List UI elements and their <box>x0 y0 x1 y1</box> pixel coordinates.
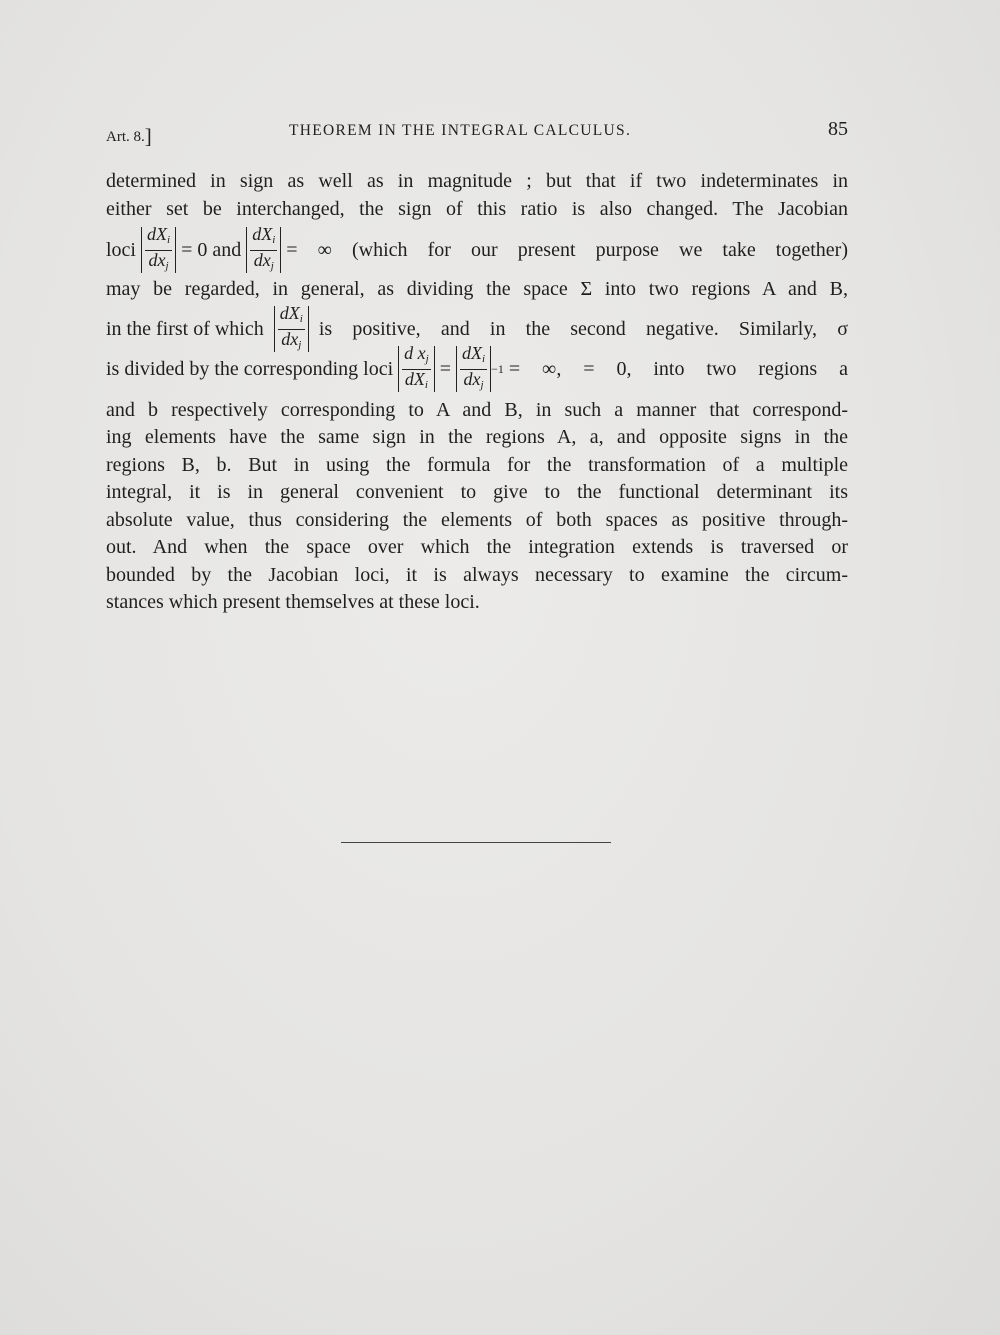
frac5-den-sub: j <box>480 378 484 391</box>
running-header <box>106 118 850 148</box>
line3-text-a: loci <box>106 239 136 261</box>
text-line-13: bounded by the Jacobian loci, it is always necessary to examine the circum- <box>106 564 848 586</box>
line6-equals: = <box>439 358 452 380</box>
line3-text-b: = 0 and <box>181 239 242 261</box>
frac1-num-sub: i <box>167 233 171 246</box>
frac3-den: dx <box>281 328 299 349</box>
jacobian-determinant-2 <box>246 223 281 273</box>
frac5-num: dX <box>462 342 483 363</box>
page-number: 85 <box>828 118 848 140</box>
text-line-4: may be regarded, in general, as dividing the space Σ into two regions A and B, <box>106 278 848 300</box>
jacobian-determinant-1 <box>141 223 176 273</box>
frac4-num-sub: j <box>425 352 429 365</box>
text-line-9: regions B, b. But in using the formula for the transformation of a multiple <box>106 454 848 476</box>
text-line-7: and b respectively corresponding to A and B, in such a manner that correspond- <box>106 399 848 421</box>
frac2-num-sub: i <box>272 233 276 246</box>
frac3-num-sub: i <box>299 312 303 325</box>
frac1-den: dx <box>148 249 166 270</box>
frac2-den: dx <box>253 249 271 270</box>
line6-text-a: is divided by the corresponding loci <box>106 358 394 380</box>
frac3-num: dX <box>279 302 300 323</box>
frac1-num: dX <box>147 223 167 244</box>
section-end-rule <box>341 842 611 843</box>
line5-text-b: is positive, and in the second negative. Similarly, σ <box>318 318 848 340</box>
text-line-12: out. And when the space over which the integration extends is traversed or <box>106 536 848 558</box>
text-line-1: determined in sign as well as in magnitude ; but that if two indeterminates in <box>106 170 848 192</box>
line6-text-b: = ∞, = 0, into two regions a <box>508 358 848 380</box>
text-line-10: integral, it is in general convenient to give to the functional determinant its <box>106 481 848 503</box>
frac1-den-sub: j <box>165 259 169 272</box>
frac5-num-sub: i <box>482 352 486 365</box>
frac3-den-sub: j <box>298 338 302 351</box>
header-bracket: ] <box>144 124 152 148</box>
text-line-3 <box>106 223 848 274</box>
text-line-2: either set be interchanged, the sign of this ratio is also changed. The Jacobian <box>106 198 848 220</box>
article-number: Art. 8. <box>106 129 145 145</box>
line6-exponent: −1 <box>491 362 504 376</box>
frac2-den-sub: j <box>270 259 274 272</box>
frac4-num: d x <box>404 342 426 363</box>
line3-text-c: = ∞ (which for our present purpose we take together) <box>286 239 848 261</box>
inverse-determinant-lhs <box>398 342 435 392</box>
text-line-14: stances which present themselves at these loci. <box>106 591 480 613</box>
frac2-num: dX <box>252 223 273 244</box>
text-line-11: absolute value, thus considering the elements of both spaces as positive through- <box>106 509 848 531</box>
inverse-determinant-rhs <box>456 342 491 392</box>
frac4-den-sub: i <box>424 378 428 391</box>
text-line-6 <box>106 342 848 393</box>
line5-text-a: in the first of which <box>106 318 264 340</box>
frac4-den: dX <box>404 368 425 389</box>
text-line-8: ing elements have the same sign in the regions A, a, and opposite signs in the <box>106 426 848 448</box>
article-label <box>106 122 152 147</box>
frac5-den: dx <box>463 368 481 389</box>
running-title: THEOREM IN THE INTEGRAL CALCULUS. <box>289 122 632 139</box>
